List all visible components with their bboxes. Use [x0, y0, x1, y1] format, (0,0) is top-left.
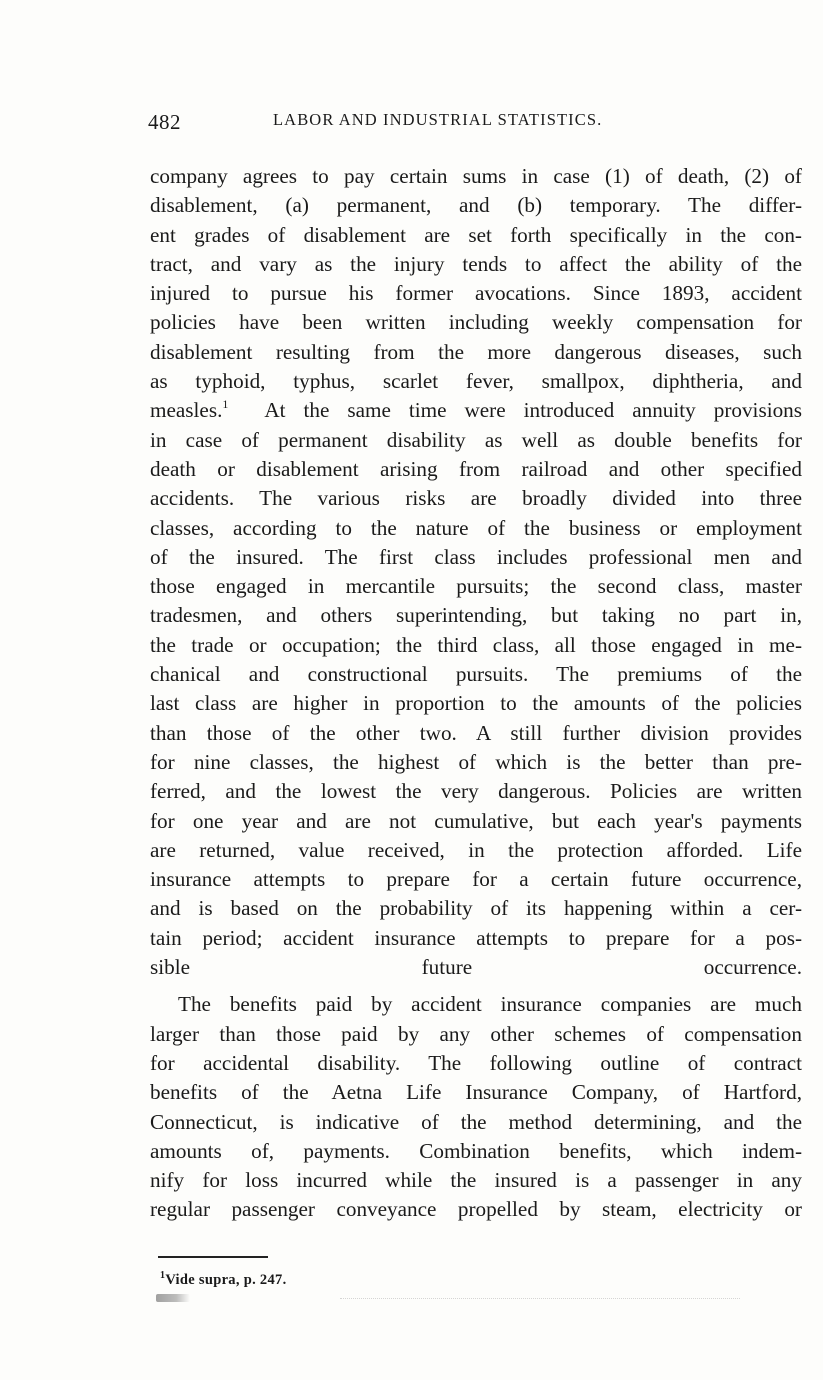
- text-fragment: measles.: [150, 398, 223, 423]
- scan-speckle: [340, 1298, 740, 1301]
- text-line: tract, and vary as the injury tends to affect the ability of the: [150, 251, 802, 276]
- text-line: for accidental disability. The following outline of contract: [150, 1050, 802, 1075]
- text-line: company agrees to pay certain sums in case (1) of death, (2) of: [150, 164, 802, 188]
- text-line: chanical and constructional pursuits. The premiums of the: [150, 662, 802, 687]
- text-line: policies have been written including weekly compensation for: [150, 310, 802, 335]
- text-line: death or disablement arising from railroad and other specified: [150, 456, 802, 481]
- page-number: 482: [148, 110, 181, 134]
- paragraph-1: [150, 162, 802, 982]
- text-line: in case of permanent disability as well as double benefits for: [150, 427, 802, 452]
- text-line: tradesmen, and others superintending, but taking no part in,: [150, 603, 802, 628]
- text-line: Connecticut, is indicative of the method determining, and the: [150, 1109, 802, 1134]
- text-line: insurance attempts to prepare for a certain future occurrence,: [150, 867, 802, 892]
- text-line: injured to pursue his former avocations. Since 1893, accident: [150, 281, 802, 306]
- text-line: regular passenger conveyance propelled by steam, electricity or: [150, 1197, 802, 1222]
- body-text: [150, 162, 802, 1225]
- text-line: for one year and are not cumulative, but each year's payments: [150, 808, 802, 833]
- footnote-marker: 1: [160, 1270, 166, 1281]
- running-head: LABOR AND INDUSTRIAL STATISTICS.: [273, 110, 603, 129]
- text-line: disablement, (a) permanent, and (b) temporary. The differ-: [150, 193, 802, 218]
- text-line: disablement resulting from the more dangerous diseases, such: [150, 339, 802, 364]
- text-line: than those of the other two. A still further division provides: [150, 720, 802, 745]
- text-fragment: At the same time were introduced annuity provisions: [264, 398, 803, 423]
- ink-smudge: [156, 1294, 190, 1302]
- text-line: ferred, and the lowest the very dangerous. Policies are written: [150, 779, 802, 804]
- footnote: [160, 1272, 287, 1289]
- page-header: [148, 106, 808, 140]
- text-line: accidents. The various risks are broadly divided into three: [150, 486, 802, 511]
- text-line: as typhoid, typhus, scarlet fever, smallpox, diphtheria, and: [150, 369, 802, 394]
- text-line: sible future occurrence.: [150, 955, 802, 980]
- text-line: classes, according to the nature of the business or employment: [150, 515, 802, 540]
- text-line: tain period; accident insurance attempts to prepare for a pos-: [150, 925, 802, 950]
- text-line: The benefits paid by accident insurance companies are much: [178, 992, 802, 1017]
- text-line: amounts of, payments. Combination benefits, which indem-: [150, 1138, 802, 1163]
- text-line: and is based on the probability of its happening within a cer-: [150, 896, 802, 921]
- footnote-reference: 1: [222, 397, 229, 412]
- text-line: of the insured. The first class includes professional men and: [150, 544, 802, 569]
- text-line: ent grades of disablement are set forth specifically in the con-: [150, 222, 802, 247]
- text-line: larger than those paid by any other schemes of compensation: [150, 1021, 802, 1046]
- text-line: benefits of the Aetna Life Insurance Company, of Hartford,: [150, 1080, 802, 1105]
- text-line: the trade or occupation; the third class, all those engaged in me-: [150, 632, 802, 657]
- text-line-with-footnote: [150, 396, 802, 425]
- text-line: are returned, value received, in the protection afforded. Life: [150, 837, 802, 862]
- text-line: last class are higher in proportion to the amounts of the policies: [150, 691, 802, 716]
- footnote-text: Vide supra, p. 247.: [165, 1272, 287, 1288]
- text-line: for nine classes, the highest of which is the better than pre-: [150, 749, 802, 774]
- footnote-divider: [158, 1256, 268, 1258]
- text-line: nify for loss incurred while the insured is a passenger in any: [150, 1168, 802, 1193]
- paragraph-2: [150, 990, 802, 1224]
- text-line: those engaged in mercantile pursuits; the second class, master: [150, 574, 802, 599]
